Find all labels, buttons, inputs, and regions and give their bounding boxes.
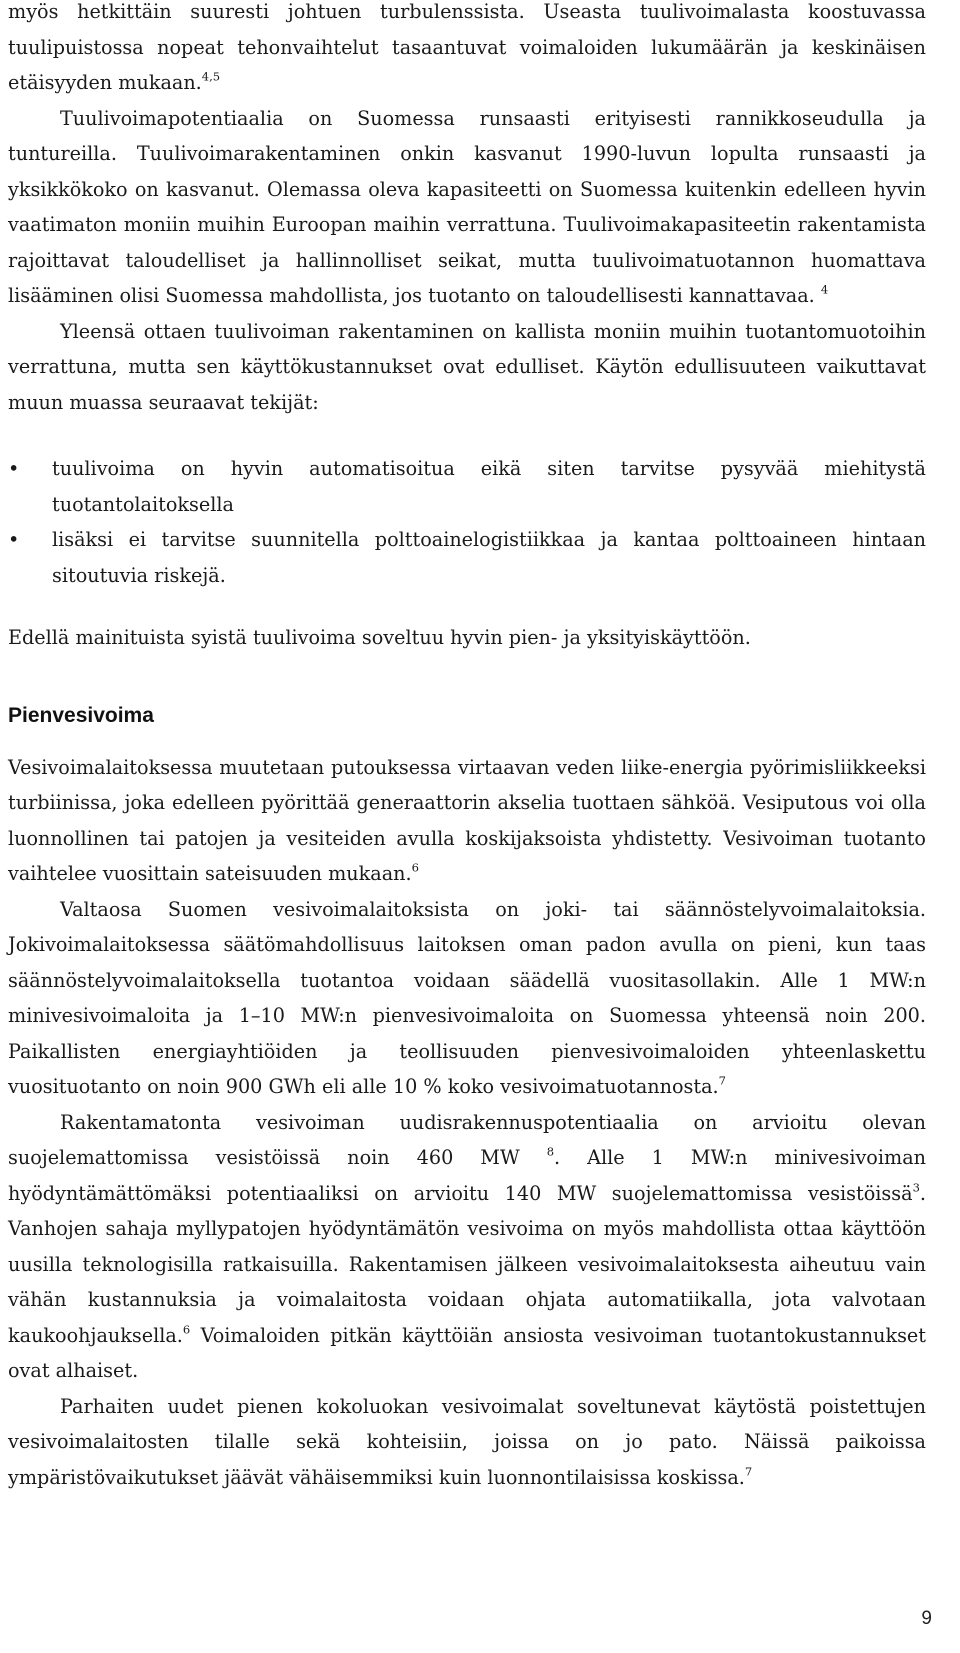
- list-item: • tuulivoima on hyvin automatisoitua eikä siten tarvitse pysyvää miehitystä tuotantolaitoksella: [8, 451, 926, 522]
- footnote-ref: 7: [744, 1463, 753, 1478]
- paragraph: Edellä mainituista syistä tuulivoima soveltuu hyvin pien- ja yksityiskäyttöön.: [8, 626, 751, 649]
- footnote-ref: 6: [411, 860, 419, 875]
- footnote-ref: 7: [718, 1073, 726, 1088]
- list-item: • lisäksi ei tarvitse suunnitella polttoainelogistiikkaa ja kantaa polttoaineen hintaan sitoutuvia riskejä.: [8, 522, 926, 593]
- paragraph: Tuulivoimapotentiaalia on Suomessa runsaasti erityisesti rannikkoseudulla ja tuntureilla. Tuulivoimarakentaminen onkin kasvanut 1990-luvun lopulta runsaasti ja yksikkökoko on kasvanut. Olemassa oleva kapasiteetti on Suomessa kuitenkin edelleen hyvin vaatimaton moniin muihin Euroopan maihin verrattuna. Tuulivoimakapasiteetin rakentamista rajoittavat taloudelliset ja hallinnolliset seikat, mutta tuulivoimatuotannon huomattava lisääminen olisi Suomessa mahdollista, jos tuotanto on taloudellisesti kannattavaa. $^4$: [8, 106, 926, 307]
- paragraph: Rakentamatonta vesivoiman uudisrakennuspotentiaalia on arvioitu olevan suojelemattomissa vesistöissä noin 460 MW $^8$. Alle 1 MW:n minivesivoiman hyödyntämättömäksi potentiaaliksi on arvioitu 140 MW suojelemattomissa vesistöissä$^3$. Vanhojen sahaja myllypatojen hyödyntämätön vesivoima on myös mahdollista ottaa käyttöön uusilla teknologisilla ratkaisuilla. Rakentamisen jälkeen vesivoimalaitoksesta aiheutuu vain vähän kustannuksia ja voimalaitosta voidaan ohjata automatiikalla, jota valvotaan kaukoohjauksella.$^6$ Voimaloiden pitkän käyttöiän ansiosta vesivoiman tuotantokustannukset ovat alhaiset.: [8, 1110, 926, 1382]
- page-number: 9: [921, 1608, 932, 1629]
- footnote-ref: 4: [820, 282, 829, 297]
- paragraph: Vesivoimalaitoksessa muutetaan putouksessa virtaavan veden liike-energia pyörimisliikkeeksi turbiinissa, joka edelleen pyörittää generaattorin akselia tuottaen sähköä. Vesiputous voi olla luonnollinen tai patojen ja vesiteiden avulla koskijaksoista yhdistetty. Vesivoiman tuotanto vaihtelee vuosittain sateisuuden mukaan.$^6$: [8, 755, 926, 885]
- paragraph: myös hetkittäin suuresti johtuen turbulenssista. Useasta tuulivoimalasta koostuvassa tuulipuistossa nopeat tehonvaihtelut tasaantuvat voimaloiden lukumäärän ja keskinäisen etäisyyden mukaan.$^{4,5}$: [8, 0, 926, 94]
- bullet-icon: •: [8, 457, 20, 480]
- bullet-icon: •: [8, 528, 20, 551]
- bullet-list: [8, 451, 926, 593]
- section-heading: Pienvesivoima: [8, 703, 154, 727]
- paragraph: Valtaosa Suomen vesivoimalaitoksista on joki- tai säännöstelyvoimalaitoksia. Jokivoimalaitoksessa säätömahdollisuus laitoksen oman padon avulla on pieni, kun taas säännöstelyvoimalaitoksella tuotantoa voidaan säädellä vuositasollakin. Alle 1 MW:n minivesivoimaloita ja 1–10 MW:n pienvesivoimaloita on Suomessa yhteensä noin 200. Paikallisten energiayhtiöiden ja teollisuuden pienvesivoimaloiden yhteenlaskettu vuosituotanto on noin 900 GWh eli alle 10 % koko vesivoimatuotannosta.$^7$: [8, 897, 926, 1098]
- paragraph: Yleensä ottaen tuulivoiman rakentaminen on kallista moniin muihin tuotantomuotoihin verrattuna, mutta sen käyttökustannukset ovat edulliset. Käytön edullisuuteen vaikuttavat muun muassa seuraavat tekijät:: [8, 319, 926, 414]
- footnote-ref: 8: [546, 1144, 555, 1159]
- footnote-ref: 3: [912, 1179, 920, 1194]
- footnote-ref: 4,5: [201, 69, 221, 84]
- footnote-ref: 6: [182, 1321, 191, 1336]
- paragraph: Parhaiten uudet pienen kokoluokan vesivoimalat soveltunevat käytöstä poistettujen vesivoimalaitosten tilalle sekä kohteisiin, joissa on jo pato. Näissä paikoissa ympäristövaikutukset jäävät vähäisemmiksi kuin luonnontilaisissa koskissa.$^7$: [8, 1394, 926, 1489]
